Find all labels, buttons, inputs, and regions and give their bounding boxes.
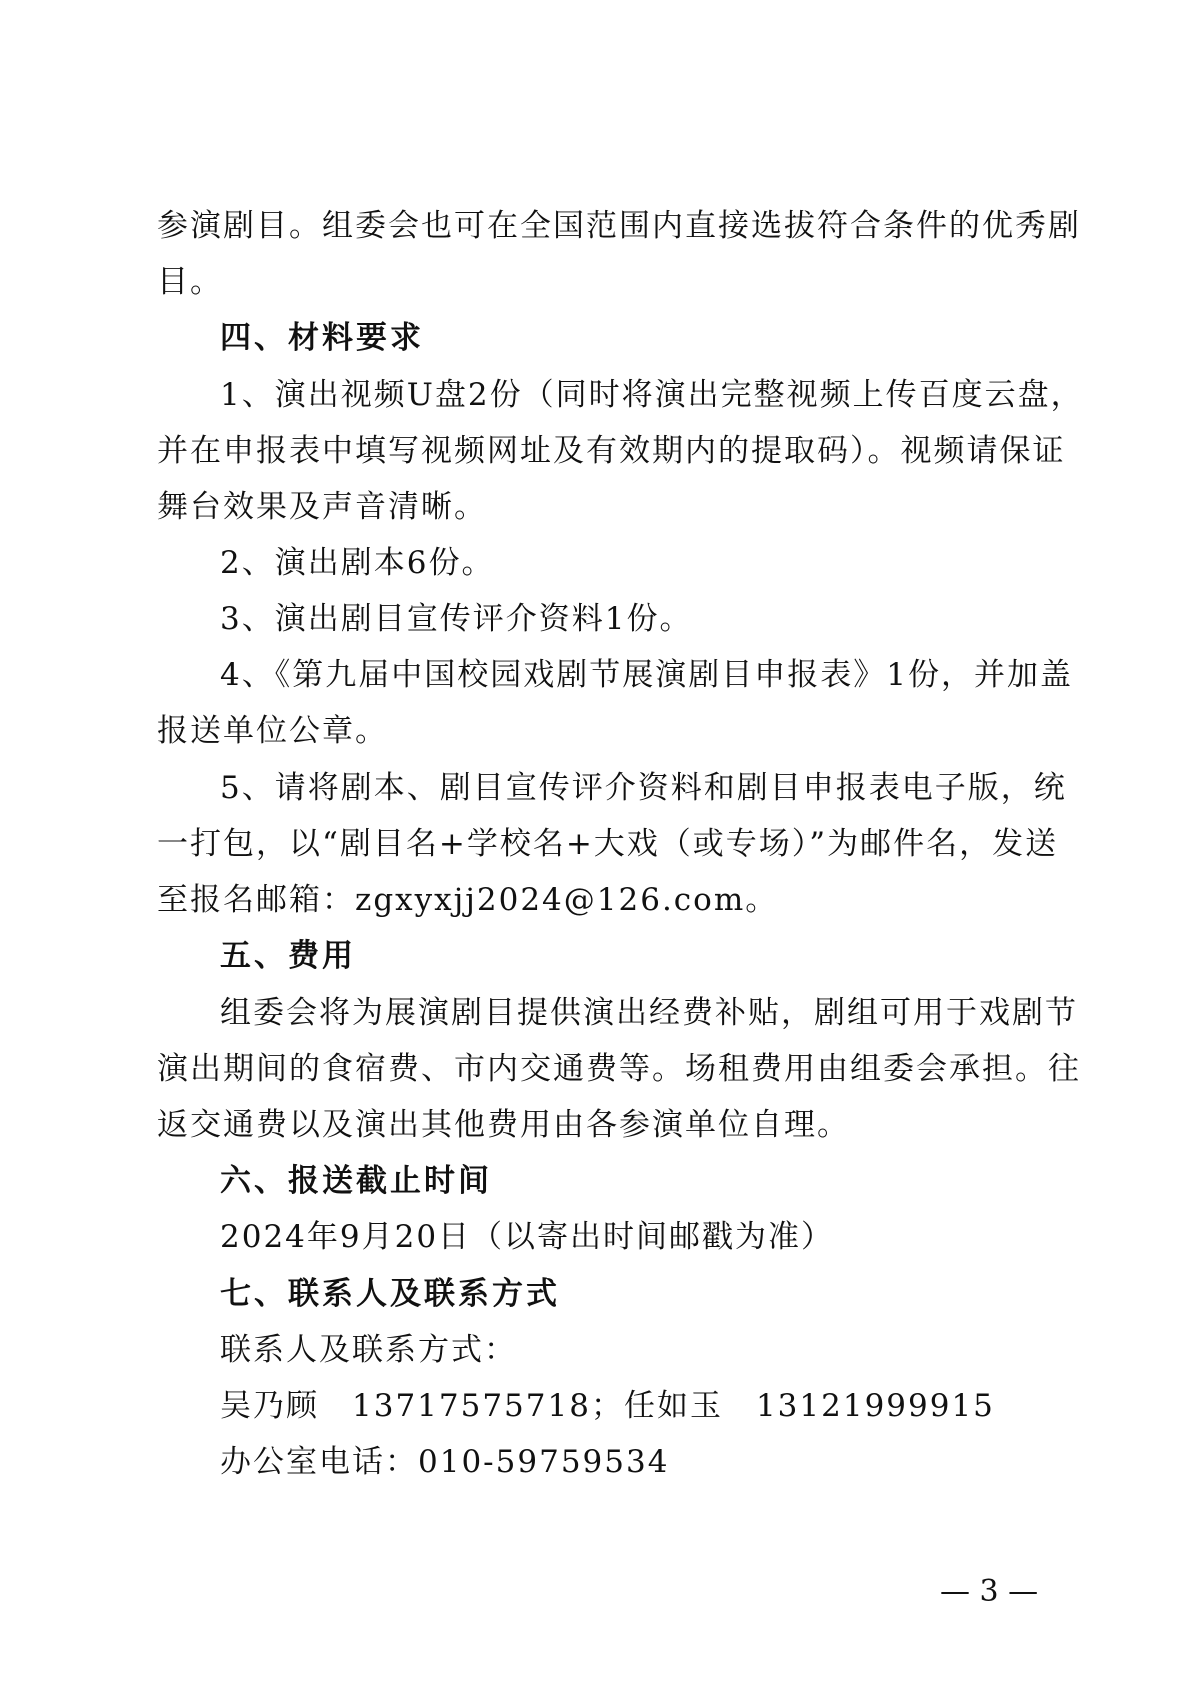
list-item: 1、演出视频U盘2份（同时将演出完整视频上传百度云盘， xyxy=(220,377,1084,413)
list-item: 3、演出剧目宣传评介资料1份。 xyxy=(220,601,693,637)
paragraph-line: 目。 xyxy=(157,264,223,300)
deadline-text: 2024年9月20日（以寄出时间邮戳为准） xyxy=(220,1219,835,1255)
paragraph-line: 返交通费以及演出其他费用由各参演单位自理。 xyxy=(157,1107,850,1143)
paragraph-line: 并在申报表中填写视频网址及有效期内的提取码）。视频请保证 xyxy=(157,433,1066,469)
paragraph-line: 至报名邮箱：zgxyxjj2024@126.com。 xyxy=(157,882,779,918)
paragraph-line: 舞台效果及声音清晰。 xyxy=(157,489,487,525)
paragraph-line: 组委会将为展演剧目提供演出经费补贴，剧组可用于戏剧节 xyxy=(220,995,1078,1031)
paragraph-line: 一打包，以“剧目名+学校名+大戏（或专场）”为邮件名，发送 xyxy=(157,826,1059,862)
list-item: 2、演出剧本6份。 xyxy=(220,545,495,581)
paragraph-line: 报送单位公章。 xyxy=(157,713,388,749)
office-phone: 办公室电话：010-59759534 xyxy=(220,1444,670,1480)
list-item: 5、请将剧本、剧目宣传评介资料和剧目申报表电子版，统 xyxy=(220,770,1067,806)
section-heading-fees: 五、费用 xyxy=(220,938,356,974)
list-item: 4、《第九届中国校园戏剧节展演剧目申报表》1份，并加盖 xyxy=(220,657,1073,693)
paragraph-line: 演出期间的食宿费、市内交通费等。场租费用由组委会承担。往 xyxy=(157,1051,1081,1087)
section-heading-contacts: 七、联系人及联系方式 xyxy=(220,1276,560,1312)
contact-persons: 吴乃顾 13717575718；任如玉 13121999915 xyxy=(220,1388,995,1424)
page-number: — 3 — xyxy=(940,1574,1039,1609)
contacts-label: 联系人及联系方式： xyxy=(220,1332,517,1368)
section-heading-materials: 四、材料要求 xyxy=(220,320,424,356)
paragraph-line: 参演剧目。组委会也可在全国范围内直接选拔符合条件的优秀剧 xyxy=(157,208,1081,244)
section-heading-deadline: 六、报送截止时间 xyxy=(220,1163,492,1199)
